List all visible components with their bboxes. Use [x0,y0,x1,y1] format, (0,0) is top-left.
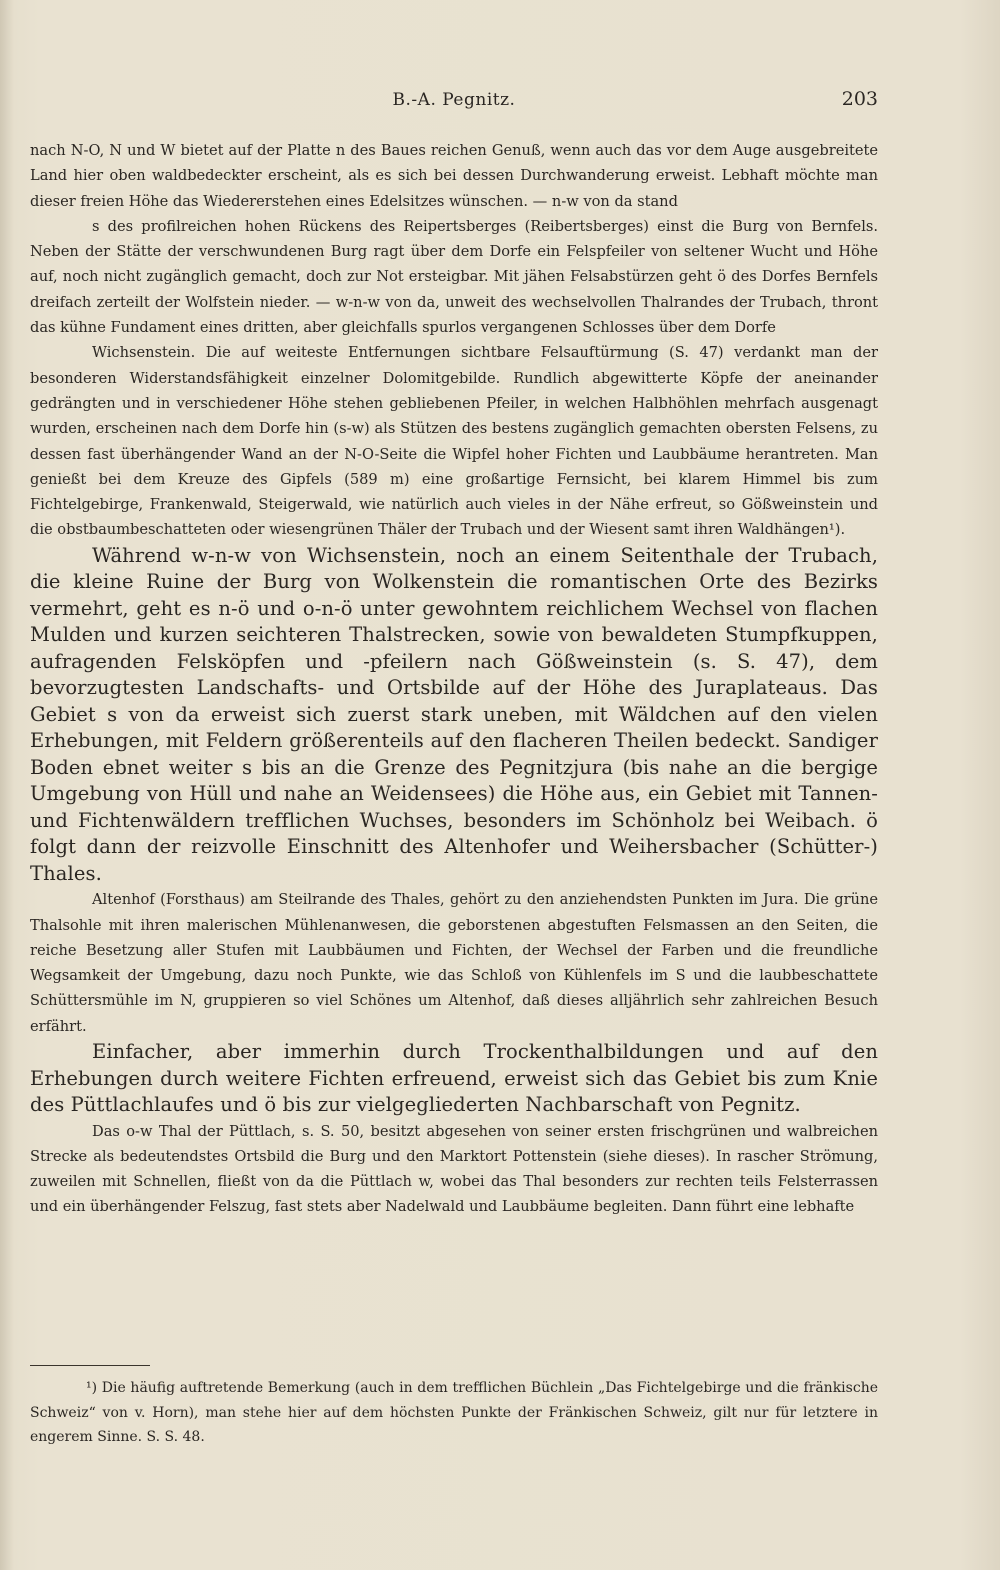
footnotes [30,1376,878,1450]
running-head: B.-A. Pegnitz. [392,90,516,110]
footnote: ¹) Die häufig auftretende Bemerkung (auch in dem trefflichen Büchlein „Das Fichtelgebirge und die fränkische Schweiz“ von v. Horn), man stehe hier auf dem höchsten Punkte der Fränkischen Schweiz, gilt nur für letztere in engerem Sinne. S. S. 48. [30,1380,878,1445]
paragraph: s des profilreichen hohen Rückens des Reipertsberges (Reibertsberges) einst die Burg von Bernfels. Neben der Stätte der verschwundenen Burg ragt über dem Dorfe ein Felspfeiler von seltener Wucht und Höhe auf, noch nicht zugänglich gemacht, doch zur Not ersteigbar. Mit jähen Felsabstürzen geht ö des Dorfes Bernfels dreifach zerteilt der Wolfstein nieder. — w-n-w von da, unweit des wechselvollen Thalrandes der Trubach, thront das kühne Fundament eines dritten, aber gleichfalls spurlos vergangenen Schlosses über dem Dorfe [30,217,878,337]
paragraph: Das o-w Thal der Püttlach, s. S. 50, besitzt abgesehen von seiner ersten frischgrünen und walbreichen Strecke als bedeutendstes Ortsbild die Burg und den Marktort Pottenstein (siehe dieses). In rascher Strömung, zuweilen mit Schnellen, fließt von da die Püttlach w, wobei das Thal besonders zur rechten teils Felsterrassen und ein überhängender Felszug, fast stets aber Nadelwald und Laubbäume begleiten. Dann führt eine lebhafte [30,1122,878,1216]
footnote-divider [30,1365,150,1366]
paragraph: Während w-n-w von Wichsenstein, noch an einem Seitenthale der Trubach, die kleine Ruine der Burg von Wolkenstein die romantischen Orte des Bezirks vermehrt, geht es n-ö und o-n-ö unter gewohntem reichlichem Wechsel von flachen Mulden und kurzen seichteren Thalstrecken, sowie von bewaldeten Stumpfkuppen, aufragenden Felsköpfen und -pfeilern nach Gößweinstein (s. S. 47), dem bevorzugtesten Landschafts- und Ortsbilde auf der Höhe des Juraplateaus. Das Gebiet s von da erweist sich zuerst stark uneben, mit Wäldchen auf den vielen Erhebungen, mit Feldern größerenteils auf den flacheren Theilen bedeckt. Sandiger Boden ebnet weiter s bis an die Grenze des Pegnitzjura (bis nahe an die bergige Umgebung von Hüll und nahe an Weidensees) die Höhe aus, ein Gebiet mit Tannen- und Fichtenwäldern trefflichen Wuchses, besonders im Schönholz bei Weibach. ö folgt dann der reizvolle Einschnitt des Altenhofer und Weihersbacher (Schütter-) Thales. [30,543,878,885]
page-number: 203 [841,88,878,110]
paragraph: Wichsenstein. Die auf weiteste Entfernungen sichtbare Felsauftürmung (S. 47) verdankt man der besonderen Widerstandsfähigkeit einzelner Dolomitgebilde. Rundlich abgewitterte Köpfe der aneinander gedrängten und in verschiedener Höhe stehen gebliebenen Pfeiler, in welchen Halbhöhlen mehrfach ausgenagt wurden, erscheinen nach dem Dorfe hin (s-w) als Stützen des bestens zugänglich gemachten obersten Felsens, zu dessen fast überhängender Wand an der N-O-Seite die Wipfel hoher Fichten und Laubbäume herantreten. Man genießt bei dem Kreuze des Gipfels (589 m) eine großartige Fernsicht, bei klarem Himmel bis zum Fichtelgebirge, Frankenwald, Steigerwald, wie natürlich auch vieles in der Nähe erfreut, so Gößweinstein und die obstbaumbeschatteten oder wiesengrünen Thäler der Trubach und der Wiesent samt ihren Waldhängen¹). [30,344,878,539]
page-header [30,86,878,114]
paragraph: Einfacher, aber immerhin durch Trockenthalbildungen und auf den Erhebungen durch weitere Fichten erfreuend, erweist sich das Gebiet bis zum Knie des Püttlachlaufes und ö bis zur vielgegliederten Nachbarschaft von Pegnitz. [30,1040,878,1117]
paragraph: Altenhof (Forsthaus) am Steilrande des Thales, gehört zu den anziehendsten Punkten im Jura. Die grüne Thalsohle mit ihren malerischen Mühlenanwesen, die geborstenen abgestuften Felsmassen an den Seiten, die reiche Besetzung aller Stufen mit Laubbäumen und Fichten, der Wechsel der Farben und die freundliche Wegsamkeit der Umgebung, dazu noch Punkte, wie das Schloß von Kühlenfels im S und die laubbeschattete Schüttersmühle im N, gruppieren so viel Schönes um Altenhof, daß dieses alljährlich sehr zahlreichen Besuch erfährt. [30,891,878,1035]
main-text [30,138,878,1220]
paragraph: nach N-O, N und W bietet auf der Platte n des Baues reichen Genuß, wenn auch das vor dem Auge ausgebreitete Land hier oben waldbedeckter erscheint, als es sich bei dessen Durchwanderung erweist. Lebhaft möchte man dieser freien Höhe das Wiedererstehen eines Edelsitzes wünschen. — n-w von da stand [30,142,878,210]
